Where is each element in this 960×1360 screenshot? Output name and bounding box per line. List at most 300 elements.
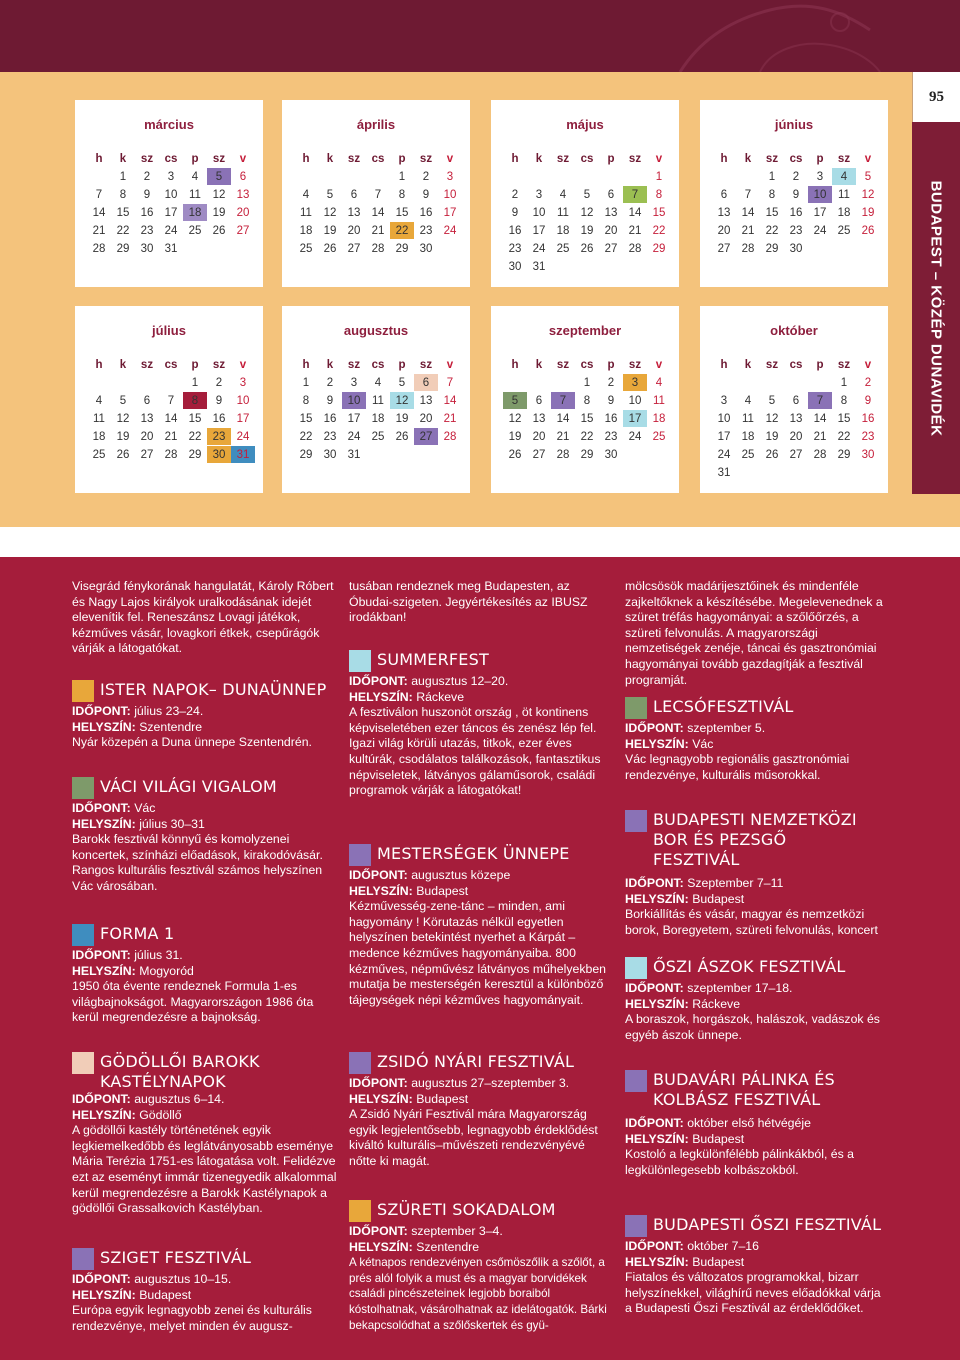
- weekday-header: p: [607, 358, 615, 371]
- calendar-day: 4: [191, 170, 199, 183]
- calendar-day: 12: [580, 206, 594, 219]
- weekday-header: sz: [212, 358, 226, 371]
- calendar-day: 27: [789, 448, 803, 461]
- event-color-swatch: [625, 697, 647, 719]
- day-grid: [503, 356, 671, 464]
- calendar-day: 23: [140, 224, 154, 237]
- place-label: HELYSZÍN:: [349, 1239, 413, 1254]
- calendar-day: 29: [837, 448, 851, 461]
- calendar-day: 19: [861, 206, 875, 219]
- calendar-day: 24: [164, 224, 178, 237]
- place-label: HELYSZÍN:: [625, 736, 689, 751]
- event-desc: Kézművesség-zene-tánc – minden, ami hagyomány ! Körutazás nélkül egyetlen helyszínen betekintést nyerhet a Kárpát – medence kézműves hagyományaiba. 800 kézműves, népművész látványos műhelyekben mutatja be mesterségén keresztül a különböző tájegységek népi kézműves hagyományait.: [349, 899, 606, 1007]
- place-label: HELYSZÍN:: [625, 996, 689, 1011]
- calendar-day: 31: [164, 242, 178, 255]
- calendar-day: 5: [326, 188, 334, 201]
- calendar-day: 9: [143, 188, 151, 201]
- time-label: IDŐPONT:: [72, 801, 131, 815]
- month-calendar: [491, 306, 679, 493]
- weekday-header: cs: [580, 152, 594, 165]
- event-desc: Vác legnagyobb regionális gasztronómiai rendezvénye, kulturális műsorokkal.: [625, 752, 850, 782]
- calendar-day: 30: [323, 448, 337, 461]
- month-name: március: [144, 117, 194, 132]
- calendar-day: 16: [861, 412, 875, 425]
- event-title: LECSÓFESZTIVÁL: [653, 697, 794, 716]
- event-place: Szentendre: [139, 719, 203, 734]
- calendar-day: 15: [765, 206, 779, 219]
- calendar-day: 30: [604, 448, 618, 461]
- event-desc: A boraszok, horgászok, halászok, vadászok és egyéb ászok ünnepe.: [625, 1012, 880, 1042]
- calendar-day: 11: [189, 188, 201, 201]
- weekday-header: sz: [765, 358, 779, 371]
- calendar-day: 11: [838, 188, 850, 201]
- weekday-header: cs: [580, 358, 594, 371]
- calendar-day: 15: [116, 206, 130, 219]
- calendar-day: 25: [371, 430, 385, 443]
- calendar-day: 17: [717, 430, 731, 443]
- weekday-header: sz: [837, 358, 851, 371]
- weekday-header: sz: [347, 152, 361, 165]
- calendar-day: 7: [374, 188, 382, 201]
- empty-cell: [712, 374, 736, 391]
- calendar-day: 12: [212, 188, 226, 201]
- calendar-day: 3: [535, 188, 543, 201]
- calendar-day: 8: [302, 394, 310, 407]
- calendar-day: 15: [188, 412, 202, 425]
- calendar-day: 26: [116, 448, 130, 461]
- event-desc: A kétnapos rendezvényen csőmöszőlik a szőlőt, a prés alól folyik a must és a magyar borvidékek családi pincészeteinek legjobb boraiból kóstolhatnak, vásárolhatnak az idelátogatók. Bárki bekapcsolódhat a szőlőskertek és gyü-: [349, 1256, 607, 1332]
- event-title: ŐSZI ÁSZOK FESZTIVÁL: [653, 957, 846, 976]
- calendar-day: 3: [446, 170, 454, 183]
- calendar-day: 17: [532, 224, 546, 237]
- calendar-day: 13: [604, 206, 618, 219]
- calendar-day: 9: [511, 206, 519, 219]
- month-calendar: [700, 100, 888, 287]
- calendar-day: 3: [623, 374, 647, 391]
- calendar-day: 13: [532, 412, 546, 425]
- time-label: IDŐPONT:: [625, 876, 684, 890]
- calendar-day: 22: [299, 430, 313, 443]
- calendar-day: 10: [717, 412, 731, 425]
- calendar-day: 5: [398, 376, 406, 389]
- calendar-day: 18: [556, 224, 570, 237]
- floral-ornament-icon: [640, 0, 900, 72]
- weekday-header: v: [446, 152, 454, 165]
- weekday-header: k: [535, 358, 543, 371]
- calendar-day: 29: [188, 448, 202, 461]
- event-place: július 30–31: [139, 816, 205, 831]
- calendar-day: 6: [607, 188, 615, 201]
- calendar-day: 15: [580, 412, 594, 425]
- time-label: IDŐPONT:: [349, 674, 408, 688]
- calendar-day: 20: [789, 430, 803, 443]
- calendar-day: 18: [837, 206, 851, 219]
- event-title: SZIGET FESZTIVÁL: [100, 1248, 252, 1267]
- calendar-day: 20: [532, 430, 546, 443]
- time-label: IDŐPONT:: [625, 1239, 684, 1253]
- calendar-day: 18: [183, 204, 207, 221]
- calendar-day: 16: [323, 412, 337, 425]
- calendar-day: 25: [556, 242, 570, 255]
- place-label: HELYSZÍN:: [72, 963, 136, 978]
- col3-intro: [625, 579, 890, 688]
- calendar-day: 10: [164, 188, 178, 201]
- calendar-day: 16: [604, 412, 618, 425]
- calendar-day: 1: [302, 376, 310, 389]
- intro-text: [72, 579, 337, 657]
- event-desc: A gödöllői kastély történetének egyik legkiemelkedőbb és leglátványosabb eseménye Mária Terézia 1751-es látogatása volt. Felidézve ezt az eseményt immár tizenegyedik alkalommal kerül megrendezésre a Barokk Kastélynapok a gödöllői Grassalkovich Kastélyban.: [72, 1123, 337, 1216]
- event-place: Ráckeve: [416, 689, 465, 704]
- weekday-header: v: [655, 152, 663, 165]
- calendar-day: 25: [188, 224, 202, 237]
- calendar-day: 11: [557, 206, 569, 219]
- day-grid: [503, 150, 671, 276]
- event-desc: 1950 óta évente rendeznek Formula 1-es világbajnokságot. Magyarországon 1986 óta kerül megrendezésre a bajnokság.: [72, 979, 314, 1025]
- calendar-day: 21: [164, 430, 178, 443]
- event-item: [625, 957, 890, 1043]
- calendar-day: 11: [372, 394, 384, 407]
- calendar-day: 19: [765, 430, 779, 443]
- weekday-header: h: [511, 358, 519, 371]
- calendar-day: 9: [215, 394, 223, 407]
- calendar-day: 17: [236, 412, 250, 425]
- event-item: [72, 1052, 337, 1217]
- event-color-swatch: [625, 1215, 647, 1237]
- calendar-day: 21: [628, 224, 642, 237]
- calendar-day: 1: [583, 376, 591, 389]
- calendar-day: 28: [164, 448, 178, 461]
- calendar-day: 14: [813, 412, 827, 425]
- weekday-header: p: [398, 358, 406, 371]
- calendar-day: 20: [140, 430, 154, 443]
- calendar-day: 31: [532, 260, 546, 273]
- intro-paragraph: Visegrád fénykorának hangulatát, Károly Róbert és Nagy Lajos királyok uralkodásának idejét elevenítik fel. Reneszánsz Lovagi játékok, kézműves vásár, lovagkori étkek, csepűrágók várják a látogatókat.: [72, 579, 334, 656]
- calendar-day: 24: [628, 430, 642, 443]
- weekday-header: cs: [789, 358, 803, 371]
- event-desc: Nyár közepén a Duna ünnepe Szentendrén.: [72, 735, 312, 750]
- time-label: IDŐPONT:: [72, 704, 131, 718]
- calendar-day: 14: [741, 206, 755, 219]
- event-color-swatch: [72, 924, 94, 946]
- event-title: BUDAPESTI NEMZETKÖZI BOR ÉS PEZSGŐ FESZTIVÁL: [653, 810, 857, 869]
- calendar-day: 4: [559, 188, 567, 201]
- calendar-day: 2: [422, 170, 430, 183]
- event-color-swatch: [625, 1070, 647, 1092]
- weekday-header: sz: [140, 152, 154, 165]
- calendar-day: 14: [628, 206, 642, 219]
- calendar-day: 22: [837, 430, 851, 443]
- weekday-header: k: [744, 152, 752, 165]
- calendar-day: 21: [813, 430, 827, 443]
- event-color-swatch: [349, 844, 371, 866]
- weekday-header: p: [816, 358, 824, 371]
- calendar-day: 12: [765, 412, 779, 425]
- place-label: HELYSZÍN:: [349, 883, 413, 898]
- month-name: augusztus: [343, 323, 409, 338]
- calendar-day: 16: [419, 206, 433, 219]
- calendar-day: 23: [861, 430, 875, 443]
- calendar-day: 27: [347, 242, 361, 255]
- calendar-day: 10: [236, 394, 250, 407]
- month-calendar: [75, 306, 263, 493]
- calendar-day: 4: [302, 188, 310, 201]
- calendar-day: 22: [765, 224, 779, 237]
- weekday-header: sz: [140, 358, 154, 371]
- month-name: szeptember: [548, 323, 622, 338]
- event-item: [349, 650, 614, 799]
- weekday-header: v: [864, 152, 872, 165]
- event-color-swatch: [72, 777, 94, 799]
- calendar-day: 8: [183, 392, 207, 409]
- calendar-day: 25: [299, 242, 313, 255]
- calendar-day: 24: [347, 430, 361, 443]
- event-place: Gödöllő: [139, 1107, 182, 1122]
- calendar-day: 13: [347, 206, 361, 219]
- day-grid: [87, 150, 255, 258]
- empty-cell: [623, 168, 647, 185]
- event-desc: Kostoló a legkülönfélébb pálinkákból, és a legkülönlegesebb kolbászokból.: [625, 1147, 855, 1177]
- calendar-day: 15: [395, 206, 409, 219]
- calendar-day: 5: [119, 394, 127, 407]
- calendar-day: 19: [323, 224, 337, 237]
- calendar-day: 25: [92, 448, 106, 461]
- calendar-day: 30: [789, 242, 803, 255]
- calendar-day: 1: [768, 170, 776, 183]
- calendar-day: 2: [326, 376, 334, 389]
- calendar-day: 13: [140, 412, 154, 425]
- event-time: augusztus 27–szeptember 3.: [411, 1076, 570, 1090]
- calendar-day: 27: [236, 224, 250, 237]
- calendar-day: 4: [655, 376, 663, 389]
- col2-paragraph: tusában rendeznek meg Budapesten, az Óbudai-szigeten. Jegyértékesítés az IBUSZ irodákban!: [349, 579, 588, 625]
- weekday-header: v: [446, 358, 454, 371]
- event-title: FORMA 1: [100, 924, 175, 943]
- event-item: [625, 1215, 890, 1317]
- calendar-day: 4: [374, 376, 382, 389]
- weekday-header: v: [239, 358, 247, 371]
- weekday-header: k: [326, 152, 334, 165]
- calendar-day: 26: [395, 430, 409, 443]
- col2-intro: [349, 579, 614, 626]
- day-grid: [294, 150, 462, 258]
- calendar-day: 9: [422, 188, 430, 201]
- calendar-day: 31: [347, 448, 361, 461]
- time-label: IDŐPONT:: [72, 1272, 131, 1286]
- event-color-swatch: [349, 1200, 371, 1222]
- calendar-day: 1: [398, 170, 406, 183]
- calendar-day: 20: [347, 224, 361, 237]
- calendar-day: 28: [371, 242, 385, 255]
- calendar-day: 23: [789, 224, 803, 237]
- calendar-day: 15: [652, 206, 666, 219]
- calendar-day: 18: [371, 412, 385, 425]
- calendar-day: 17: [813, 206, 827, 219]
- calendar-day: 10: [628, 394, 642, 407]
- calendar-day: 22: [652, 224, 666, 237]
- calendar-day: 23: [604, 430, 618, 443]
- empty-cell: [318, 168, 342, 185]
- calendar-day: 1: [655, 170, 663, 183]
- calendar-day: 26: [508, 448, 522, 461]
- weekday-header: k: [119, 152, 127, 165]
- region-title: BUDAPEST – KÖZÉP DUNAVIDÉK: [927, 180, 945, 436]
- month-calendar: [75, 100, 263, 287]
- calendar-day: 23: [419, 224, 433, 237]
- event-color-swatch: [349, 1052, 371, 1074]
- calendar-day: 7: [551, 392, 575, 409]
- event-place: Budapest: [692, 891, 745, 906]
- weekday-header: k: [535, 152, 543, 165]
- calendar-day: 29: [299, 448, 313, 461]
- calendar-day: 19: [580, 224, 594, 237]
- place-label: HELYSZÍN:: [349, 1091, 413, 1106]
- empty-cell: [575, 168, 599, 185]
- calendar-day: 14: [443, 394, 457, 407]
- weekday-header: h: [95, 358, 103, 371]
- event-item: [625, 697, 890, 783]
- calendar-day: 7: [95, 188, 103, 201]
- calendar-day: 13: [789, 412, 803, 425]
- calendar-day: 15: [299, 412, 313, 425]
- event-time: szeptember 17–18.: [687, 981, 793, 995]
- calendar-day: 1: [119, 170, 127, 183]
- calendar-day: 23: [207, 428, 231, 445]
- top-banner: [0, 0, 960, 72]
- calendar-day: 5: [864, 170, 872, 183]
- month-name: április: [356, 117, 396, 132]
- calendar-day: 24: [813, 224, 827, 237]
- region-sidebar: [912, 122, 960, 494]
- calendar-day: 17: [443, 206, 457, 219]
- event-place: Budapest: [692, 1254, 745, 1269]
- time-label: IDŐPONT:: [625, 981, 684, 995]
- calendar-day: 24: [532, 242, 546, 255]
- event-color-swatch: [72, 680, 94, 702]
- weekday-header: cs: [371, 152, 385, 165]
- event-place: Budapest: [692, 1131, 745, 1146]
- event-time: Vác: [134, 801, 156, 815]
- calendar-day: 8: [119, 188, 127, 201]
- empty-cell: [503, 374, 527, 391]
- empty-cell: [87, 168, 111, 185]
- time-label: IDŐPONT:: [72, 1092, 131, 1106]
- calendar-day: 28: [741, 242, 755, 255]
- calendar-day: 19: [116, 430, 130, 443]
- calendar-day: 2: [143, 170, 151, 183]
- calendar-day: 10: [342, 392, 366, 409]
- weekday-header: v: [864, 358, 872, 371]
- calendar-day: 18: [741, 430, 755, 443]
- empty-cell: [808, 374, 832, 391]
- calendar-day: 17: [164, 206, 178, 219]
- calendar-day: 23: [323, 430, 337, 443]
- month-name: október: [770, 323, 818, 338]
- calendar-day: 4: [832, 168, 856, 185]
- time-label: IDŐPONT:: [72, 948, 131, 962]
- event-title: MESTERSÉGEK ÜNNEPE: [377, 844, 570, 863]
- calendar-day: 21: [443, 412, 457, 425]
- empty-cell: [342, 168, 366, 185]
- calendar-day: 30: [140, 242, 154, 255]
- event-place: Budapest: [139, 1287, 192, 1302]
- calendar-day: 6: [350, 188, 358, 201]
- calendar-day: 17: [347, 412, 361, 425]
- calendar-day: 4: [744, 394, 752, 407]
- event-color-swatch: [349, 650, 371, 672]
- calendar-day: 26: [212, 224, 226, 237]
- calendar-day: 26: [861, 224, 875, 237]
- event-item: [72, 1248, 337, 1334]
- time-label: IDŐPONT:: [349, 1224, 408, 1238]
- time-label: IDŐPONT:: [349, 1076, 408, 1090]
- weekday-header: cs: [164, 152, 178, 165]
- calendar-day: 22: [188, 430, 202, 443]
- weekday-header: p: [191, 358, 199, 371]
- weekday-header: sz: [765, 152, 779, 165]
- calendar-day: 28: [92, 242, 106, 255]
- page-number: 95: [912, 72, 960, 122]
- calendar-day: 22: [580, 430, 594, 443]
- weekday-header: p: [607, 152, 615, 165]
- calendar-day: 21: [741, 224, 755, 237]
- calendar-day: 7: [167, 394, 175, 407]
- time-label: IDŐPONT:: [349, 868, 408, 882]
- event-desc: Borkiállítás és vásár, magyar és nemzetközi borok, Boregyetem, szüreti felvonulás, koncert: [625, 907, 878, 937]
- event-title: BUDAVÁRI PÁLINKA ÉS KOLBÁSZ FESZTIVÁL: [653, 1070, 835, 1109]
- calendar-day: 2: [215, 376, 223, 389]
- event-desc: Fiatalos és változatos programokkal, bizarr helyszínekkel, világhírű neves előadókkal várja a Budapesti Őszi Fesztivál az érdeklődőket.: [625, 1270, 881, 1316]
- place-label: HELYSZÍN:: [72, 1107, 136, 1122]
- calendar-day: 25: [741, 448, 755, 461]
- weekday-header: k: [744, 358, 752, 371]
- calendar-day: 15: [837, 412, 851, 425]
- calendar-day: 22: [390, 222, 414, 239]
- calendar-day: 20: [717, 224, 731, 237]
- weekday-header: h: [302, 152, 310, 165]
- event-color-swatch: [625, 810, 647, 832]
- calendar-day: 6: [720, 188, 728, 201]
- calendar-day: 12: [508, 412, 522, 425]
- calendar-day: 16: [508, 224, 522, 237]
- calendar-day: 12: [323, 206, 337, 219]
- calendar-day: 5: [768, 394, 776, 407]
- calendar-day: 3: [239, 376, 247, 389]
- weekday-header: k: [119, 358, 127, 371]
- event-item: [72, 777, 337, 895]
- event-desc: Barokk fesztivál könnyű és komolyzenei koncertek, színházi előadások, kirakodóvásár. Rangos kulturális fesztivál számos helyszínen Vác városában.: [72, 832, 323, 893]
- weekday-header: cs: [164, 358, 178, 371]
- calendar-day: 14: [164, 412, 178, 425]
- weekday-header: sz: [837, 152, 851, 165]
- weekday-header: sz: [556, 358, 570, 371]
- empty-cell: [294, 168, 318, 185]
- calendar-day: 24: [717, 448, 731, 461]
- calendar-day: 16: [212, 412, 226, 425]
- calendar-day: 30: [861, 448, 875, 461]
- calendar-day: 8: [655, 188, 663, 201]
- month-name: május: [566, 117, 604, 132]
- calendar-day: 28: [443, 430, 457, 443]
- empty-cell: [366, 168, 390, 185]
- empty-cell: [784, 374, 808, 391]
- calendar-day: 8: [398, 188, 406, 201]
- calendar-day: 29: [580, 448, 594, 461]
- calendar-day: 11: [93, 412, 105, 425]
- event-title: BUDAPESTI ŐSZI FESZTIVÁL: [653, 1215, 882, 1234]
- calendar-day: 18: [299, 224, 313, 237]
- event-color-swatch: [625, 957, 647, 979]
- place-label: HELYSZÍN:: [72, 719, 136, 734]
